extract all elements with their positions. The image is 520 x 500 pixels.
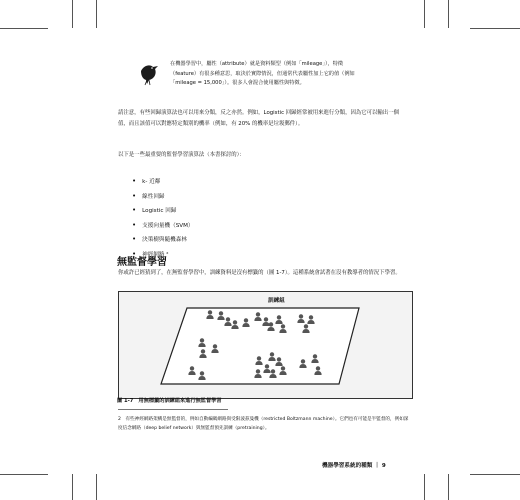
figure-label: 訓練組 — [268, 298, 285, 304]
page-footer: 機器學習系統的種類 ｜ 9 — [322, 463, 386, 469]
crop-mark — [96, 0, 97, 28]
footnote: 2 有些神經網路架構是無監督的，例如自動編碼網路與受限波茲曼機（restricted Boltzmann machine）。它們也有可能是半監督的，例如深度信念網路（deep belief network）與無監督預先訓練（pretraining）。 — [118, 417, 409, 431]
body-paragraph: 以下是一些最重要的監督學習演算法（本書探討的）： — [118, 152, 245, 158]
terminology-note — [138, 60, 358, 89]
crow-icon — [138, 60, 162, 86]
crop-mark — [470, 474, 520, 475]
list-item: • k- 近鄰 — [132, 174, 194, 189]
crop-mark — [0, 474, 48, 475]
crop-mark — [72, 474, 73, 500]
body-paragraph: 你或許已經猜到了，在無監督學習中，訓練資料是沒有標籤的（圖 1-7）。這種系統會試著在沒有教導者的情況下學習。 — [118, 270, 401, 276]
crop-mark — [0, 28, 48, 29]
crop-mark — [424, 474, 425, 500]
list-item: • 支援向量機（SVM） — [132, 218, 194, 233]
crop-mark — [448, 474, 449, 500]
footnote-divider — [118, 409, 228, 410]
figure-caption: 圖 1-7 用無標籤的訓練組來進行無監督學習 — [117, 398, 222, 404]
crop-mark — [448, 0, 449, 28]
training-set-diagram — [119, 292, 412, 398]
list-item: • 線性回歸 — [132, 189, 194, 204]
list-item: • Logistic 回歸 — [132, 203, 194, 218]
algorithm-list — [132, 174, 194, 261]
crop-mark — [470, 28, 520, 29]
list-item: • 神經網路 ² — [132, 247, 194, 262]
note-text: 在機器學習中，屬性（attribute）就是資料類型（例如「mileage」），特徵（feature）有很多種意思，取決於實際情況，但通常代表屬性加上它的值（例如「mileage = 15,000」）。很多人會混合使用屬性與特徵。 — [170, 61, 355, 86]
crop-mark — [96, 474, 97, 500]
section-heading: 無監督學習 — [117, 257, 167, 268]
crop-mark — [424, 0, 425, 28]
body-paragraph: 請注意，有些回歸演算法也可以用來分類，反之亦然。例如，Logistic 回歸經常被用來進行分類，因為它可以輸出一個值，而且該值可以對應特定類別的機率（例如，有 20% 的機率是垃圾郵件）。 — [118, 110, 399, 127]
figure-1-7 — [118, 291, 413, 399]
list-item: • 決策樹與隨機森林 — [132, 232, 194, 247]
crop-mark — [72, 0, 73, 28]
